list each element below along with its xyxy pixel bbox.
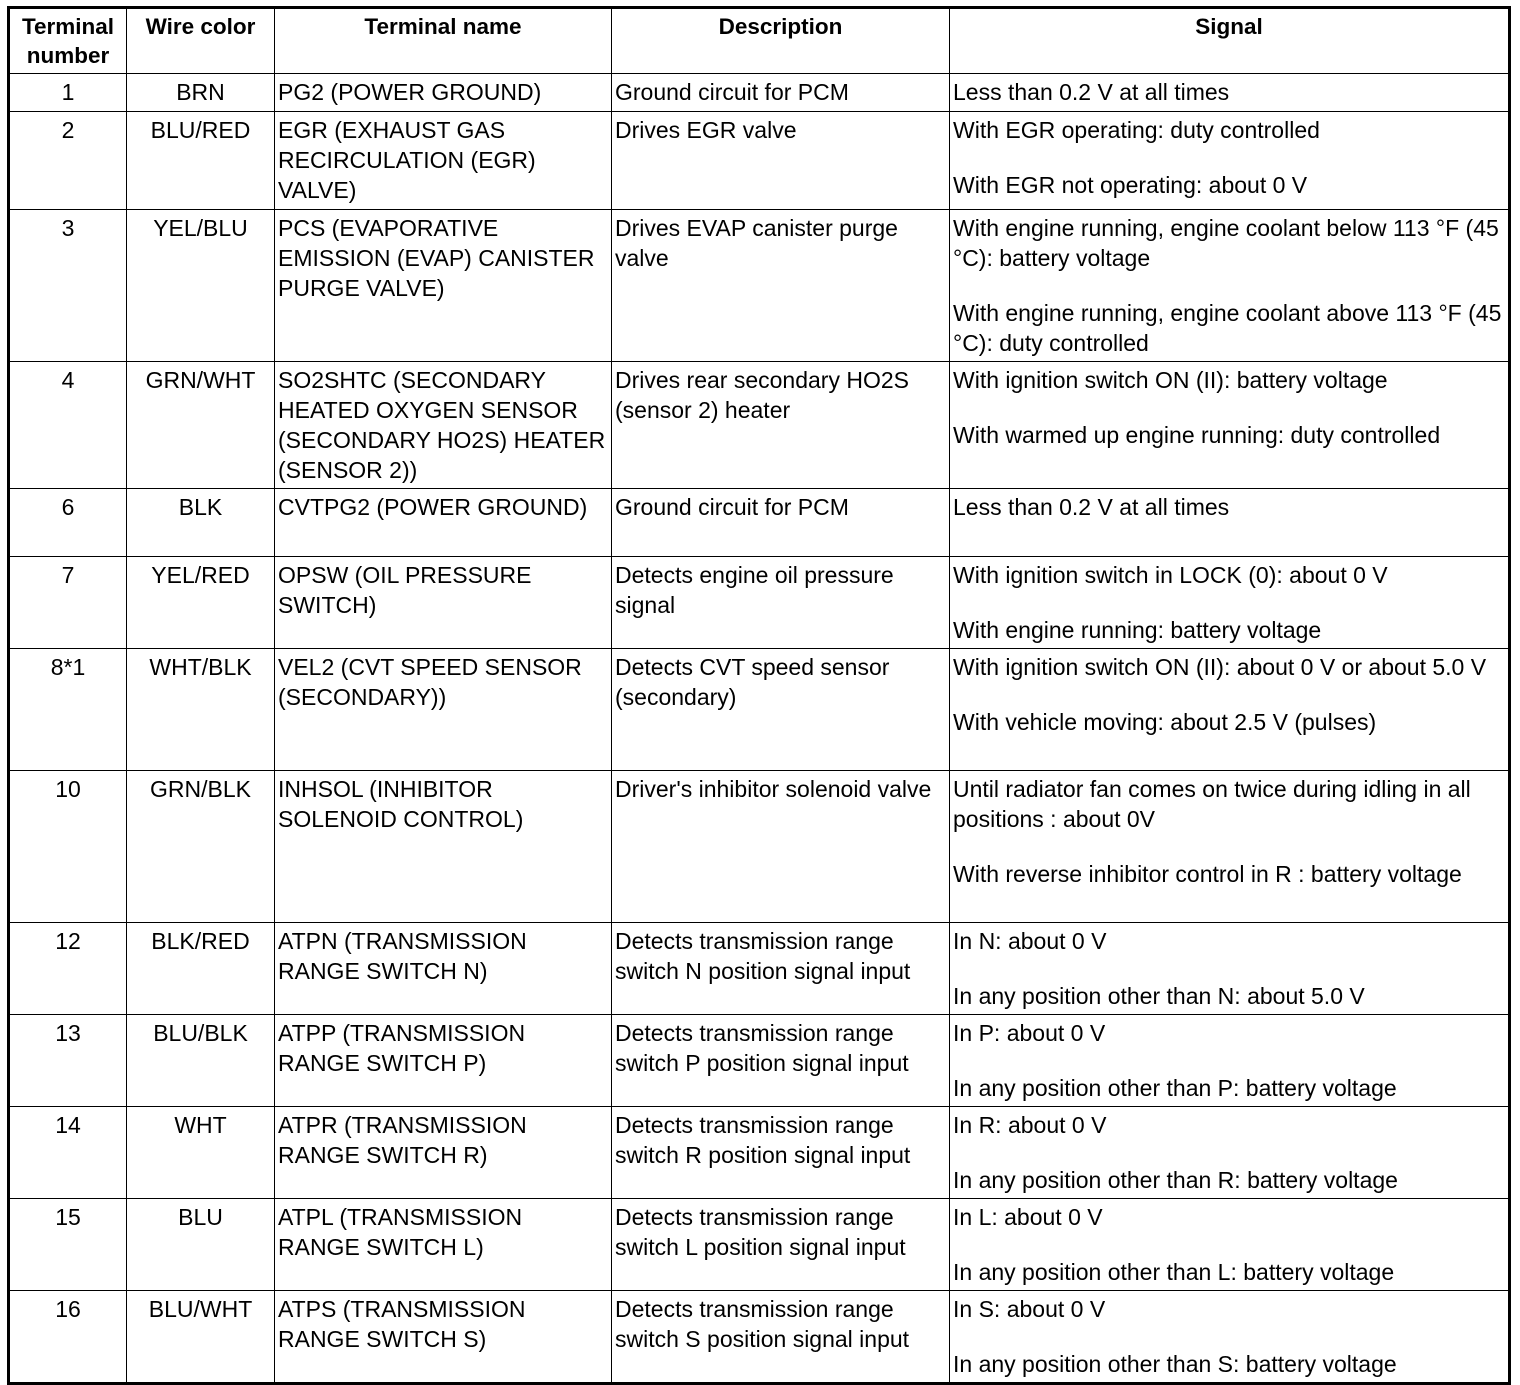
table-row <box>9 112 1510 210</box>
description-cell: Detects transmission range switch N position signal input <box>612 923 950 1015</box>
terminal-number-cell: 15 <box>9 1199 127 1291</box>
signal-line: In any position other than S: battery voltage <box>953 1351 1397 1377</box>
table-row <box>9 74 1510 112</box>
wire-color-cell: GRN/WHT <box>127 362 275 489</box>
table-row <box>9 771 1510 923</box>
signal-line: In N: about 0 V <box>953 928 1107 954</box>
wire-color-cell: BLU/RED <box>127 112 275 210</box>
signal-line: In S: about 0 V <box>953 1296 1106 1322</box>
table-header <box>9 8 1510 74</box>
signal-line: In any position other than L: battery voltage <box>953 1259 1395 1285</box>
table-row <box>9 1199 1510 1291</box>
signal-line: With engine running: battery voltage <box>953 617 1322 643</box>
terminal-name-cell: VEL2 (CVT SPEED SENSOR (SECONDARY)) <box>275 649 612 771</box>
signal-cell <box>950 1291 1510 1384</box>
signal-line: With reverse inhibitor control in R : battery voltage <box>953 861 1462 887</box>
description-cell: Ground circuit for PCM <box>612 489 950 557</box>
header-signal: Signal <box>950 8 1510 74</box>
terminal-name-cell: PCS (EVAPORATIVE EMISSION (EVAP) CANISTER PURGE VALVE) <box>275 210 612 362</box>
terminal-name-cell: ATPN (TRANSMISSION RANGE SWITCH N) <box>275 923 612 1015</box>
terminal-name-cell: INHSOL (INHIBITOR SOLENOID CONTROL) <box>275 771 612 923</box>
wire-color-cell: BRN <box>127 74 275 112</box>
description-cell: Detects CVT speed sensor (secondary) <box>612 649 950 771</box>
header-row <box>9 8 1510 74</box>
signal-line: Less than 0.2 V at all times <box>953 79 1230 105</box>
signal-cell <box>950 771 1510 923</box>
signal-line: With ignition switch ON (II): about 0 V or about 5.0 V <box>953 654 1487 680</box>
terminal-number-cell: 10 <box>9 771 127 923</box>
terminal-name-cell: ATPP (TRANSMISSION RANGE SWITCH P) <box>275 1015 612 1107</box>
signal-cell <box>950 362 1510 489</box>
description-cell: Detects transmission range switch L position signal input <box>612 1199 950 1291</box>
signal-line: With EGR not operating: about 0 V <box>953 172 1308 198</box>
signal-line: In R: about 0 V <box>953 1112 1107 1138</box>
header-wire-color: Wire color <box>127 8 275 74</box>
signal-line: With engine running, engine coolant above 113 °F (45 °C): duty controlled <box>953 300 1502 356</box>
table-row <box>9 362 1510 489</box>
terminal-number-cell: 2 <box>9 112 127 210</box>
wire-color-cell: BLU/WHT <box>127 1291 275 1384</box>
table-row <box>9 923 1510 1015</box>
terminal-number-cell: 7 <box>9 557 127 649</box>
terminal-name-cell: ATPS (TRANSMISSION RANGE SWITCH S) <box>275 1291 612 1384</box>
terminal-pinout-table <box>7 6 1511 1385</box>
terminal-name-cell: CVTPG2 (POWER GROUND) <box>275 489 612 557</box>
wire-color-cell: WHT/BLK <box>127 649 275 771</box>
description-cell: Detects engine oil pressure signal <box>612 557 950 649</box>
signal-cell <box>950 112 1510 210</box>
table-body <box>9 74 1510 1384</box>
signal-cell <box>950 210 1510 362</box>
terminal-name-cell: PG2 (POWER GROUND) <box>275 74 612 112</box>
signal-line: In any position other than N: about 5.0 V <box>953 983 1365 1009</box>
description-cell: Driver's inhibitor solenoid valve <box>612 771 950 923</box>
description-cell: Ground circuit for PCM <box>612 74 950 112</box>
header-terminal-name: Terminal name <box>275 8 612 74</box>
signal-cell <box>950 923 1510 1015</box>
terminal-number-cell: 8*1 <box>9 649 127 771</box>
signal-cell <box>950 1199 1510 1291</box>
wire-color-cell: BLU/BLK <box>127 1015 275 1107</box>
signal-line: With EGR operating: duty controlled <box>953 117 1320 143</box>
signal-line: With vehicle moving: about 2.5 V (pulses) <box>953 709 1377 735</box>
signal-line: With warmed up engine running: duty controlled <box>953 422 1441 448</box>
terminal-name-cell: SO2SHTC (SECONDARY HEATED OXYGEN SENSOR (SECONDARY HO2S) HEATER (SENSOR 2)) <box>275 362 612 489</box>
terminal-number-cell: 14 <box>9 1107 127 1199</box>
signal-line: With engine running, engine coolant below 113 °F (45 °C): battery voltage <box>953 215 1499 271</box>
description-cell: Drives rear secondary HO2S (sensor 2) heater <box>612 362 950 489</box>
terminal-number-cell: 4 <box>9 362 127 489</box>
terminal-name-cell: ATPR (TRANSMISSION RANGE SWITCH R) <box>275 1107 612 1199</box>
header-description: Description <box>612 8 950 74</box>
table-row <box>9 1015 1510 1107</box>
wire-color-cell: GRN/BLK <box>127 771 275 923</box>
description-cell: Drives EVAP canister purge valve <box>612 210 950 362</box>
signal-cell <box>950 557 1510 649</box>
signal-line: With ignition switch ON (II): battery voltage <box>953 367 1388 393</box>
signal-line: Less than 0.2 V at all times <box>953 494 1230 520</box>
terminal-number-cell: 3 <box>9 210 127 362</box>
terminal-number-cell: 6 <box>9 489 127 557</box>
wire-color-cell: BLU <box>127 1199 275 1291</box>
signal-line: In any position other than P: battery voltage <box>953 1075 1397 1101</box>
terminal-name-cell: ATPL (TRANSMISSION RANGE SWITCH L) <box>275 1199 612 1291</box>
wire-color-cell: BLK/RED <box>127 923 275 1015</box>
terminal-number-cell: 1 <box>9 74 127 112</box>
terminal-number-cell: 16 <box>9 1291 127 1384</box>
wire-color-cell: YEL/BLU <box>127 210 275 362</box>
signal-cell <box>950 1015 1510 1107</box>
table-row <box>9 557 1510 649</box>
signal-line: In P: about 0 V <box>953 1020 1106 1046</box>
signal-line: Until radiator fan comes on twice during idling in all positions : about 0V <box>953 776 1471 832</box>
table-row <box>9 489 1510 557</box>
table-row <box>9 1107 1510 1199</box>
signal-cell <box>950 1107 1510 1199</box>
wire-color-cell: BLK <box>127 489 275 557</box>
terminal-number-cell: 12 <box>9 923 127 1015</box>
signal-line: In L: about 0 V <box>953 1204 1103 1230</box>
terminal-number-cell: 13 <box>9 1015 127 1107</box>
table-row <box>9 1291 1510 1384</box>
signal-line: With ignition switch in LOCK (0): about 0 V <box>953 562 1388 588</box>
header-terminal-number: Terminal number <box>9 8 127 74</box>
wire-color-cell: WHT <box>127 1107 275 1199</box>
description-cell: Detects transmission range switch R position signal input <box>612 1107 950 1199</box>
terminal-name-cell: OPSW (OIL PRESSURE SWITCH) <box>275 557 612 649</box>
table-row <box>9 649 1510 771</box>
table-row <box>9 210 1510 362</box>
description-cell: Drives EGR valve <box>612 112 950 210</box>
terminal-name-cell: EGR (EXHAUST GAS RECIRCULATION (EGR) VALVE) <box>275 112 612 210</box>
signal-cell <box>950 489 1510 557</box>
signal-cell <box>950 74 1510 112</box>
description-cell: Detects transmission range switch P position signal input <box>612 1015 950 1107</box>
wire-color-cell: YEL/RED <box>127 557 275 649</box>
signal-cell <box>950 649 1510 771</box>
signal-line: In any position other than R: battery voltage <box>953 1167 1398 1193</box>
description-cell: Detects transmission range switch S position signal input <box>612 1291 950 1384</box>
